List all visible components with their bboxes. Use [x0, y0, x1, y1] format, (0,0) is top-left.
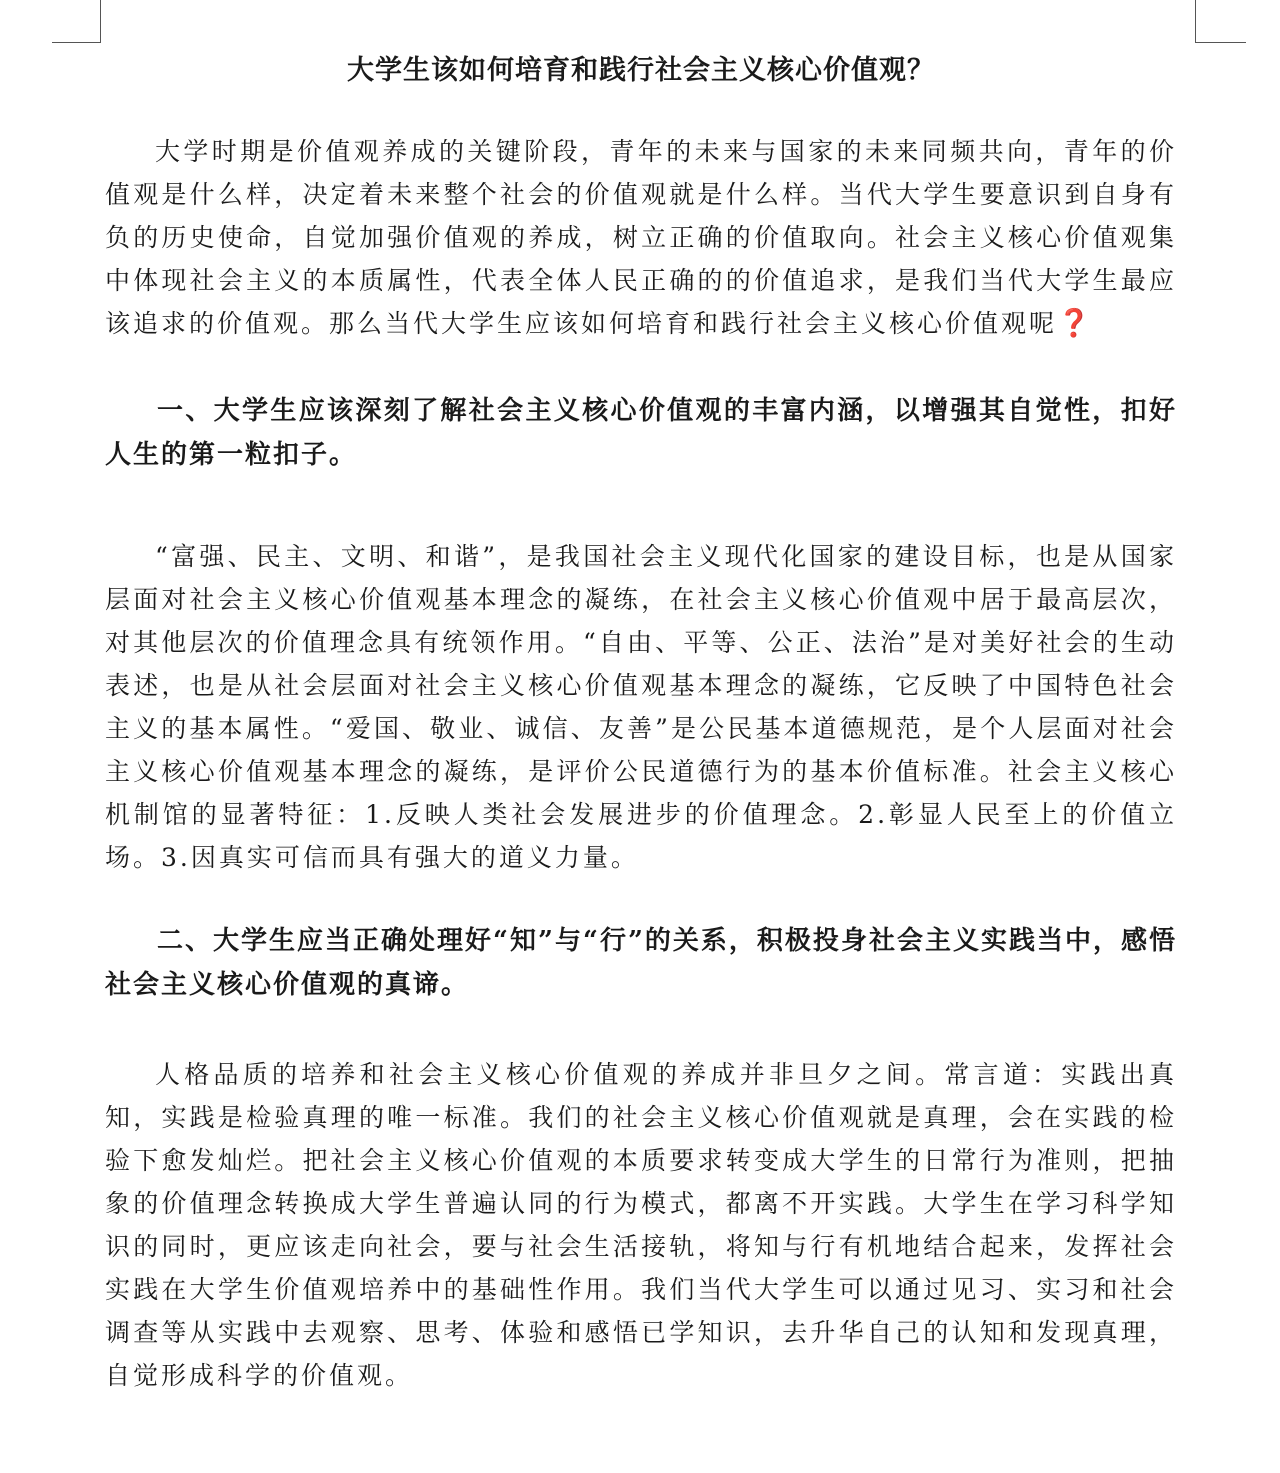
- page-corner-mark-top-left: [52, 0, 101, 43]
- intro-text: 大学时期是价值观养成的关键阶段，青年的未来与国家的未来同频共向，青年的价值观是什么样，决定着未来整个社会的价值观就是什么样。当代大学生要意识到自身有负的历史使命，自觉加强价值观的养成，树立正确的价值取向。社会主义核心价值观集中体现社会主义的本质属性，代表全体人民正确的的价值追求，是我们当代大学生最应该追求的价值观。那么当代大学生应该如何培育和践行社会主义核心价值观呢: [105, 137, 1177, 338]
- section-1-paragraph: “富强、民主、文明、和谐”，是我国社会主义现代化国家的建设目标，也是从国家层面对社会主义核心价值观基本理念的凝练，在社会主义核心价值观中居于最高层次，对其他层次的价值理念具有统领作用。“自由、平等、公正、法治”是对美好社会的生动表述，也是从社会层面对社会主义核心价值观基本理念的凝练，它反映了中国特色社会主义的基本属性。“爱国、敬业、诚信、友善”是公民基本道德规范，是个人层面对社会主义核心价值观基本理念的凝练，是评价公民道德行为的基本价值标准。社会主义核心机制馆的显著特征：1.反映人类社会发展进步的价值理念。2.彰显人民至上的价值立场。3.因真实可信而具有强大的道义力量。: [105, 542, 1177, 872]
- section-2-heading: 二、大学生应当正确处理好“知”与“行”的关系，积极投身社会主义实践当中，感悟社会主义核心价值观的真谛。: [105, 926, 1177, 1000]
- intro-paragraph: [105, 130, 1177, 345]
- page-corner-mark-top-right: [1195, 0, 1246, 43]
- section-1-heading: 一、大学生应该深刻了解社会主义核心价值观的丰富内涵，以增强其自觉性，扣好人生的第一粒扣子。: [105, 396, 1177, 470]
- document-page: [105, 40, 1177, 1397]
- question-mark-icon: ❓: [1057, 308, 1091, 339]
- document-title: 大学生该如何培育和践行社会主义核心价值观？: [347, 55, 935, 86]
- section-2-paragraph: 人格品质的培养和社会主义核心价值观的养成并非旦夕之间。常言道：实践出真知，实践是检验真理的唯一标准。我们的社会主义核心价值观就是真理，会在实践的检验下愈发灿烂。把社会主义核心价值观的本质要求转变成大学生的日常行为准则，把抽象的价值理念转换成大学生普遍认同的行为模式，都离不开实践。大学生在学习科学知识的同时，更应该走向社会，要与社会生活接轨，将知与行有机地结合起来，发挥社会实践在大学生价值观培养中的基础性作用。我们当代大学生可以通过见习、实习和社会调查等从实践中去观察、思考、体验和感悟已学知识，去升华自己的认知和发现真理，自觉形成科学的价值观。: [105, 1060, 1177, 1390]
